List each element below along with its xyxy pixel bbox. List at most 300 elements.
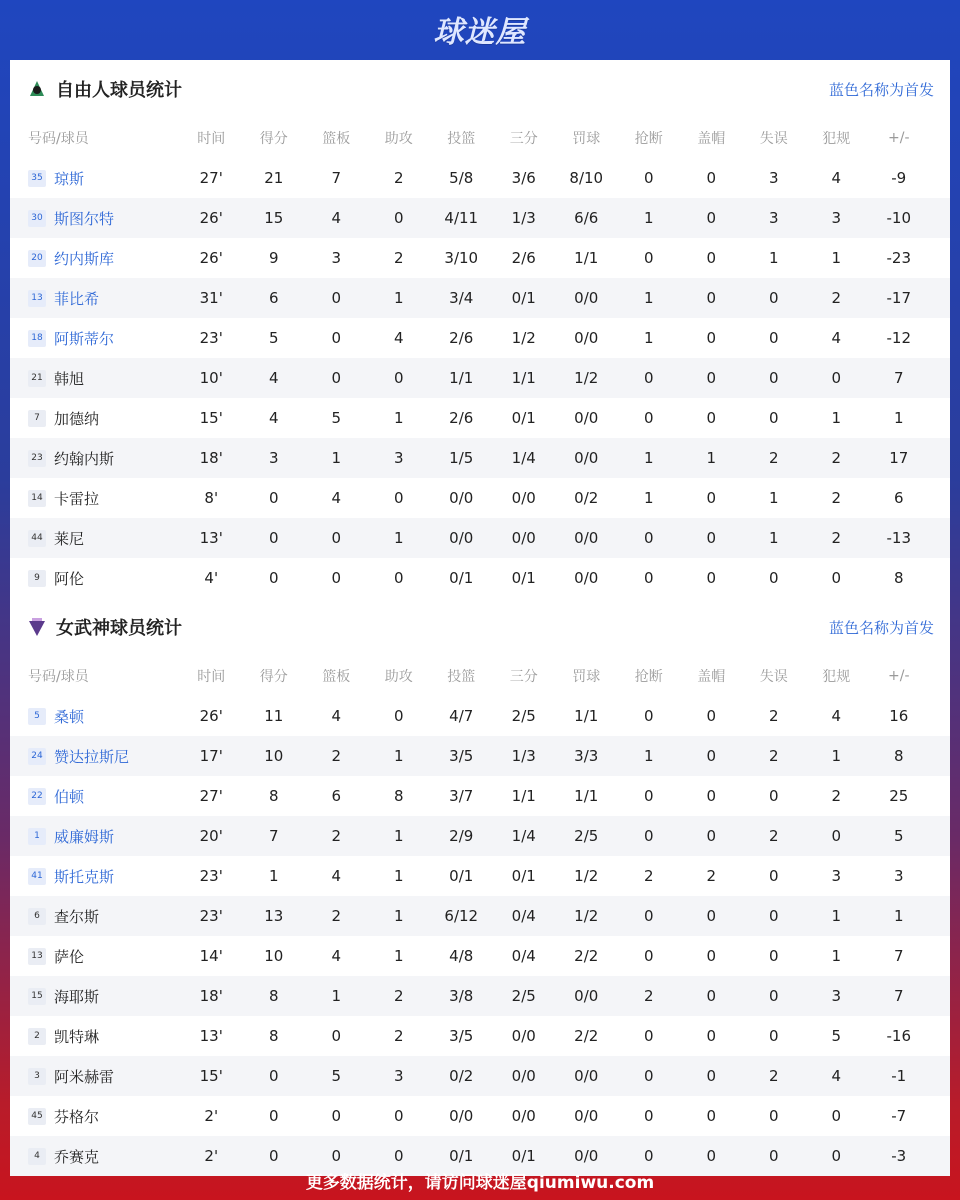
- stat-cell: 3/3: [574, 747, 599, 765]
- table-row: [10, 518, 950, 558]
- stat-cell: 1/1: [574, 787, 599, 805]
- stat-cell: 3: [331, 249, 342, 267]
- jersey-number-badge: 20: [28, 250, 46, 267]
- stat-cell: 4: [268, 369, 279, 387]
- table-row: [10, 976, 950, 1016]
- stat-cell: 0: [706, 489, 717, 507]
- column-header: 助攻: [384, 131, 413, 147]
- column-header: 抢断: [634, 669, 663, 685]
- player-name: 加德纳: [54, 409, 100, 428]
- player-cell: [10, 1106, 180, 1127]
- stat-cell: 0: [643, 249, 654, 267]
- brand-logo-text: 球迷屋: [433, 15, 527, 50]
- stat-cell: 0: [831, 827, 842, 845]
- stat-cell: 0/0: [574, 1147, 599, 1165]
- stat-cell: 1: [831, 249, 842, 267]
- stat-cell: 0: [643, 569, 654, 587]
- jersey-number-badge: 24: [28, 748, 46, 765]
- stat-cell: 13': [199, 1027, 223, 1045]
- jersey-number-badge: 3: [28, 1068, 46, 1085]
- player-cell: [10, 1066, 180, 1087]
- player-name: 阿伦: [54, 569, 85, 588]
- table-row: [10, 1016, 950, 1056]
- player-name[interactable]: 伯顿: [54, 787, 85, 806]
- stat-cell: 0: [706, 707, 717, 725]
- stat-cell: 0/0: [574, 987, 599, 1005]
- stat-cell: 10: [264, 947, 284, 965]
- stat-cell: 17': [199, 747, 223, 765]
- stat-cell: 1/1: [574, 249, 599, 267]
- stat-cell: 0: [643, 907, 654, 925]
- stat-cell: 1: [393, 747, 404, 765]
- stat-cell: 0: [393, 1147, 404, 1165]
- jersey-number-badge: 6: [28, 908, 46, 925]
- stat-cell: 2: [393, 169, 404, 187]
- stat-cell: 3: [831, 987, 842, 1005]
- stat-cell: 0: [643, 529, 654, 547]
- stat-cell: 4: [831, 707, 842, 725]
- stat-cell: 2: [831, 489, 842, 507]
- player-name: 韩旭: [54, 369, 85, 388]
- stat-cell: 0: [643, 1027, 654, 1045]
- jersey-number-badge: 7: [28, 410, 46, 427]
- stat-cell: 0/0: [511, 529, 536, 547]
- stat-cell: 0: [643, 1107, 654, 1125]
- player-cell: [10, 208, 180, 229]
- stat-cell: 0: [768, 907, 779, 925]
- stat-cell: 0: [768, 867, 779, 885]
- stat-cell: 4/11: [444, 209, 479, 227]
- stat-cell: 2: [768, 1067, 779, 1085]
- player-name: 凯特琳: [54, 1027, 100, 1046]
- stat-cell: 0/0: [574, 1067, 599, 1085]
- column-header: 时间: [197, 131, 226, 147]
- stat-cell: 1/1: [511, 787, 536, 805]
- stat-cell: 0: [331, 289, 342, 307]
- stat-cell: 0: [706, 827, 717, 845]
- stat-cell: 0: [706, 529, 717, 547]
- stat-cell: 4: [331, 707, 342, 725]
- stat-cell: 2/2: [574, 1027, 599, 1045]
- stat-cell: 0: [331, 1147, 342, 1165]
- player-name[interactable]: 桑顿: [54, 707, 85, 726]
- stat-cell: 8: [268, 1027, 279, 1045]
- stat-cell: 5/8: [449, 169, 474, 187]
- stat-cell: 3/6: [511, 169, 536, 187]
- stat-cell: 4: [331, 867, 342, 885]
- column-header: 投篮: [447, 131, 476, 147]
- stat-cell: 1/2: [511, 329, 536, 347]
- stat-cell: 9: [268, 249, 279, 267]
- stat-cell: -12: [886, 329, 911, 347]
- stat-cell: 0/0: [511, 489, 536, 507]
- stat-cell: 0/1: [449, 867, 474, 885]
- stat-cell: 23': [199, 329, 223, 347]
- stat-cell: 0: [831, 1107, 842, 1125]
- stat-cell: 1/2: [574, 369, 599, 387]
- player-name[interactable]: 阿斯蒂尔: [54, 329, 115, 348]
- stat-cell: 0: [706, 249, 717, 267]
- player-name[interactable]: 菲比希: [54, 289, 100, 308]
- column-header: 号码/球员: [28, 669, 89, 685]
- stat-cell: 18': [199, 449, 223, 467]
- stat-cell: 27': [199, 169, 223, 187]
- column-header: 时间: [197, 669, 226, 685]
- player-cell: [10, 248, 180, 269]
- stat-cell: 3: [831, 209, 842, 227]
- stat-cell: 0: [643, 787, 654, 805]
- jersey-number-badge: 21: [28, 370, 46, 387]
- stat-cell: 2: [831, 529, 842, 547]
- stat-cell: 8/10: [569, 169, 604, 187]
- table-row: [10, 816, 950, 856]
- stat-cell: 0: [268, 489, 279, 507]
- table-row: [10, 198, 950, 238]
- stat-cell: 26': [199, 707, 223, 725]
- player-cell: [10, 706, 180, 727]
- stat-cell: 5: [268, 329, 279, 347]
- footer-banner: 更多数据统计，请访问球迷屋qiumiwu.com: [305, 1172, 655, 1193]
- stat-cell: 1: [393, 827, 404, 845]
- stat-cell: 0: [268, 569, 279, 587]
- jersey-number-badge: 4: [28, 1148, 46, 1165]
- stat-cell: 13: [264, 907, 284, 925]
- column-header: +/-: [888, 130, 910, 146]
- section-title: 女武神球员统计: [56, 618, 182, 639]
- stat-cell: 2/6: [449, 329, 474, 347]
- column-header: 盖帽: [697, 669, 726, 685]
- jersey-number-badge: 35: [28, 170, 46, 187]
- stat-cell: 0: [706, 787, 717, 805]
- stat-cell: 0: [393, 569, 404, 587]
- stat-cell: 0/1: [511, 289, 536, 307]
- player-cell: [10, 528, 180, 549]
- player-cell: [10, 906, 180, 927]
- stat-cell: 1: [331, 987, 342, 1005]
- stat-cell: 0/0: [574, 289, 599, 307]
- stat-cell: 0: [768, 409, 779, 427]
- player-cell: [10, 946, 180, 967]
- stat-cell: 2: [831, 289, 842, 307]
- stat-cell: 8: [393, 787, 404, 805]
- stat-cell: 0: [331, 369, 342, 387]
- player-name[interactable]: 琼斯: [54, 169, 85, 188]
- table-row: [10, 398, 950, 438]
- stat-cell: 4: [393, 329, 404, 347]
- player-cell: [10, 488, 180, 509]
- stat-cell: 0/1: [511, 867, 536, 885]
- player-name: 乔赛克: [54, 1147, 100, 1166]
- stat-cell: 0/0: [574, 569, 599, 587]
- stat-cell: 5: [331, 409, 342, 427]
- team-section-1: [10, 598, 950, 1176]
- stat-cell: 23': [199, 867, 223, 885]
- stat-cell: 1: [393, 529, 404, 547]
- stat-cell: 6: [268, 289, 279, 307]
- column-header: 三分: [509, 131, 538, 147]
- stat-cell: 4: [831, 169, 842, 187]
- stat-cell: 0: [643, 947, 654, 965]
- stat-cell: -10: [886, 209, 911, 227]
- stat-cell: 4: [331, 947, 342, 965]
- stat-cell: 0: [706, 209, 717, 227]
- stat-cell: 0: [393, 707, 404, 725]
- jersey-number-badge: 5: [28, 708, 46, 725]
- stat-cell: 0: [643, 169, 654, 187]
- stat-cell: 4: [831, 329, 842, 347]
- jersey-number-badge: 44: [28, 530, 46, 547]
- table-row: [10, 1056, 950, 1096]
- player-name[interactable]: 威廉姆斯: [54, 827, 115, 846]
- stat-cell: 0: [831, 1147, 842, 1165]
- stat-cell: 0: [768, 369, 779, 387]
- stat-cell: 0: [706, 747, 717, 765]
- stat-cell: 3: [268, 449, 279, 467]
- stat-cell: 15': [199, 409, 223, 427]
- player-name[interactable]: 斯图尔特: [54, 209, 115, 228]
- starter-legend-note: 蓝色名称为首发: [828, 618, 934, 637]
- stat-cell: 0/0: [511, 1027, 536, 1045]
- stat-cell: 7: [893, 369, 904, 387]
- stat-cell: 0: [706, 1107, 717, 1125]
- stat-cell: 0: [768, 329, 779, 347]
- stat-cell: 0/1: [511, 569, 536, 587]
- team-logo-icon: [26, 78, 48, 100]
- stat-cell: 1: [706, 449, 717, 467]
- stat-cell: 16: [889, 707, 909, 725]
- stat-cell: 1/1: [574, 707, 599, 725]
- stat-cell: 2/2: [574, 947, 599, 965]
- jersey-number-badge: 30: [28, 210, 46, 227]
- stat-cell: 1: [893, 907, 904, 925]
- stat-cell: -3: [891, 1147, 907, 1165]
- stat-cell: 0: [706, 907, 717, 925]
- stat-cell: 25: [889, 787, 909, 805]
- stat-cell: 1: [643, 329, 654, 347]
- column-header: 抢断: [634, 131, 663, 147]
- stat-cell: 3/4: [449, 289, 474, 307]
- stat-cell: 0: [706, 1067, 717, 1085]
- stat-cell: 1: [393, 907, 404, 925]
- player-cell: [10, 328, 180, 349]
- stat-cell: 0: [393, 209, 404, 227]
- stat-cell: 0: [331, 1027, 342, 1045]
- column-header: 犯规: [822, 669, 851, 685]
- stat-cell: 0/4: [511, 947, 536, 965]
- stat-cell: 7: [893, 947, 904, 965]
- table-row: [10, 278, 950, 318]
- stat-cell: 3: [831, 867, 842, 885]
- player-name[interactable]: 约内斯库: [54, 249, 115, 268]
- jersey-number-badge: 14: [28, 490, 46, 507]
- stat-cell: 0/1: [511, 409, 536, 427]
- player-name[interactable]: 斯托克斯: [54, 867, 115, 886]
- table-row: [10, 696, 950, 736]
- stat-cell: 1/4: [511, 449, 536, 467]
- table-header-row: [10, 656, 950, 696]
- stat-cell: 1: [831, 947, 842, 965]
- stat-cell: 0: [706, 1147, 717, 1165]
- stat-cell: 3/5: [449, 1027, 474, 1045]
- stat-cell: 0: [768, 569, 779, 587]
- stat-cell: 3/10: [444, 249, 479, 267]
- stat-cell: 2/6: [511, 249, 536, 267]
- table-row: [10, 856, 950, 896]
- stat-cell: 2: [331, 907, 342, 925]
- stat-cell: 0: [643, 827, 654, 845]
- player-name[interactable]: 赞达拉斯尼: [54, 747, 130, 766]
- stat-cell: 2/6: [449, 409, 474, 427]
- player-cell: [10, 168, 180, 189]
- stat-cell: 3: [893, 867, 904, 885]
- stat-cell: 2/9: [449, 827, 474, 845]
- stat-cell: 7: [331, 169, 342, 187]
- stat-cell: 26': [199, 249, 223, 267]
- stat-cell: 5: [893, 827, 904, 845]
- stat-cell: 0/0: [574, 1107, 599, 1125]
- player-name: 芬格尔: [54, 1107, 100, 1126]
- jersey-number-badge: 15: [28, 988, 46, 1005]
- section-title-group: [26, 614, 182, 640]
- stat-cell: 0: [706, 569, 717, 587]
- table-row: [10, 438, 950, 478]
- stat-cell: 2': [204, 1107, 219, 1125]
- stat-cell: 0: [643, 409, 654, 427]
- table-header-row: [10, 118, 950, 158]
- stat-cell: 2: [706, 867, 717, 885]
- stat-cell: 1: [393, 867, 404, 885]
- stat-cell: 0/4: [511, 907, 536, 925]
- table-row: [10, 776, 950, 816]
- stat-cell: 0: [706, 369, 717, 387]
- starter-legend-note: 蓝色名称为首发: [828, 80, 934, 99]
- stat-cell: 2: [393, 1027, 404, 1045]
- stat-cell: 26': [199, 209, 223, 227]
- stat-cell: 8': [204, 489, 219, 507]
- stat-cell: 17: [889, 449, 909, 467]
- stat-cell: 2/5: [511, 987, 536, 1005]
- stat-cell: -9: [891, 169, 907, 187]
- stat-cell: 13': [199, 529, 223, 547]
- stat-cell: 6/6: [574, 209, 599, 227]
- player-name: 萨伦: [54, 947, 85, 966]
- stat-cell: 8: [893, 569, 904, 587]
- column-header: 得分: [259, 669, 288, 685]
- stat-cell: 0: [768, 947, 779, 965]
- stat-cell: 0: [706, 947, 717, 965]
- stat-cell: 4: [831, 1067, 842, 1085]
- player-cell: [10, 368, 180, 389]
- stat-cell: 2': [204, 1147, 219, 1165]
- stat-cell: 1/3: [511, 209, 536, 227]
- stat-cell: 0/2: [449, 1067, 474, 1085]
- stat-cell: 0: [706, 169, 717, 187]
- stat-cell: 5: [331, 1067, 342, 1085]
- column-header: 助攻: [384, 669, 413, 685]
- stat-cell: 27': [199, 787, 223, 805]
- stat-cell: 1/1: [511, 369, 536, 387]
- column-header: 三分: [509, 669, 538, 685]
- stat-cell: 0: [393, 1107, 404, 1125]
- stat-cell: 1: [831, 747, 842, 765]
- stat-cell: -16: [886, 1027, 911, 1045]
- top-bar: [0, 0, 960, 58]
- stat-cell: 0: [268, 529, 279, 547]
- stat-cell: 3/8: [449, 987, 474, 1005]
- stat-cell: -7: [891, 1107, 907, 1125]
- stats-card: [10, 60, 950, 1166]
- table-row: [10, 896, 950, 936]
- stat-cell: 10: [264, 747, 284, 765]
- stat-cell: 8: [268, 787, 279, 805]
- player-name: 查尔斯: [54, 907, 100, 926]
- jersey-number-badge: 45: [28, 1108, 46, 1125]
- column-header: 失误: [759, 669, 788, 685]
- stat-cell: 2: [768, 747, 779, 765]
- stat-cell: 8: [893, 747, 904, 765]
- team-logo-icon: [26, 616, 48, 638]
- section-header: [10, 598, 950, 656]
- table-row: [10, 158, 950, 198]
- player-cell: [10, 288, 180, 309]
- stat-cell: 0: [706, 987, 717, 1005]
- stat-cell: 2: [393, 249, 404, 267]
- table-row: [10, 318, 950, 358]
- stat-cell: 0: [706, 289, 717, 307]
- stat-cell: 2/5: [511, 707, 536, 725]
- section-title-group: [26, 76, 182, 102]
- stat-cell: 0/0: [574, 329, 599, 347]
- section-title: 自由人球员统计: [56, 80, 182, 101]
- stat-cell: 2: [768, 707, 779, 725]
- stat-cell: 0/0: [449, 1107, 474, 1125]
- stat-cell: 1: [268, 867, 279, 885]
- stat-cell: 1: [393, 409, 404, 427]
- stat-cell: 0: [706, 1027, 717, 1045]
- column-header: 罚球: [572, 131, 601, 147]
- player-cell: [10, 1026, 180, 1047]
- stat-cell: 2: [768, 449, 779, 467]
- player-name: 海耶斯: [54, 987, 100, 1006]
- stat-cell: 1: [393, 289, 404, 307]
- stat-cell: 1/2: [574, 907, 599, 925]
- stat-cell: 4/7: [449, 707, 474, 725]
- stat-cell: 2: [393, 987, 404, 1005]
- stat-cell: 0/0: [449, 529, 474, 547]
- stat-cell: 0: [643, 707, 654, 725]
- stat-cell: 1/1: [449, 369, 474, 387]
- stat-cell: 14': [199, 947, 223, 965]
- stat-cell: 2: [768, 827, 779, 845]
- stat-cell: 2: [331, 827, 342, 845]
- stat-cell: 0: [268, 1107, 279, 1125]
- stat-cell: 11: [264, 707, 284, 725]
- player-cell: [10, 746, 180, 767]
- jersey-number-badge: 41: [28, 868, 46, 885]
- stat-cell: 23': [199, 907, 223, 925]
- stat-cell: 2/5: [574, 827, 599, 845]
- player-cell: [10, 986, 180, 1007]
- table-row: [10, 238, 950, 278]
- stat-cell: 0: [831, 369, 842, 387]
- stat-cell: 0: [768, 787, 779, 805]
- stat-cell: 2: [643, 987, 654, 1005]
- stat-cell: 1: [768, 489, 779, 507]
- stat-cell: 1: [643, 489, 654, 507]
- stat-cell: 0: [768, 289, 779, 307]
- column-header: 得分: [259, 131, 288, 147]
- player-name: 卡雷拉: [54, 489, 100, 508]
